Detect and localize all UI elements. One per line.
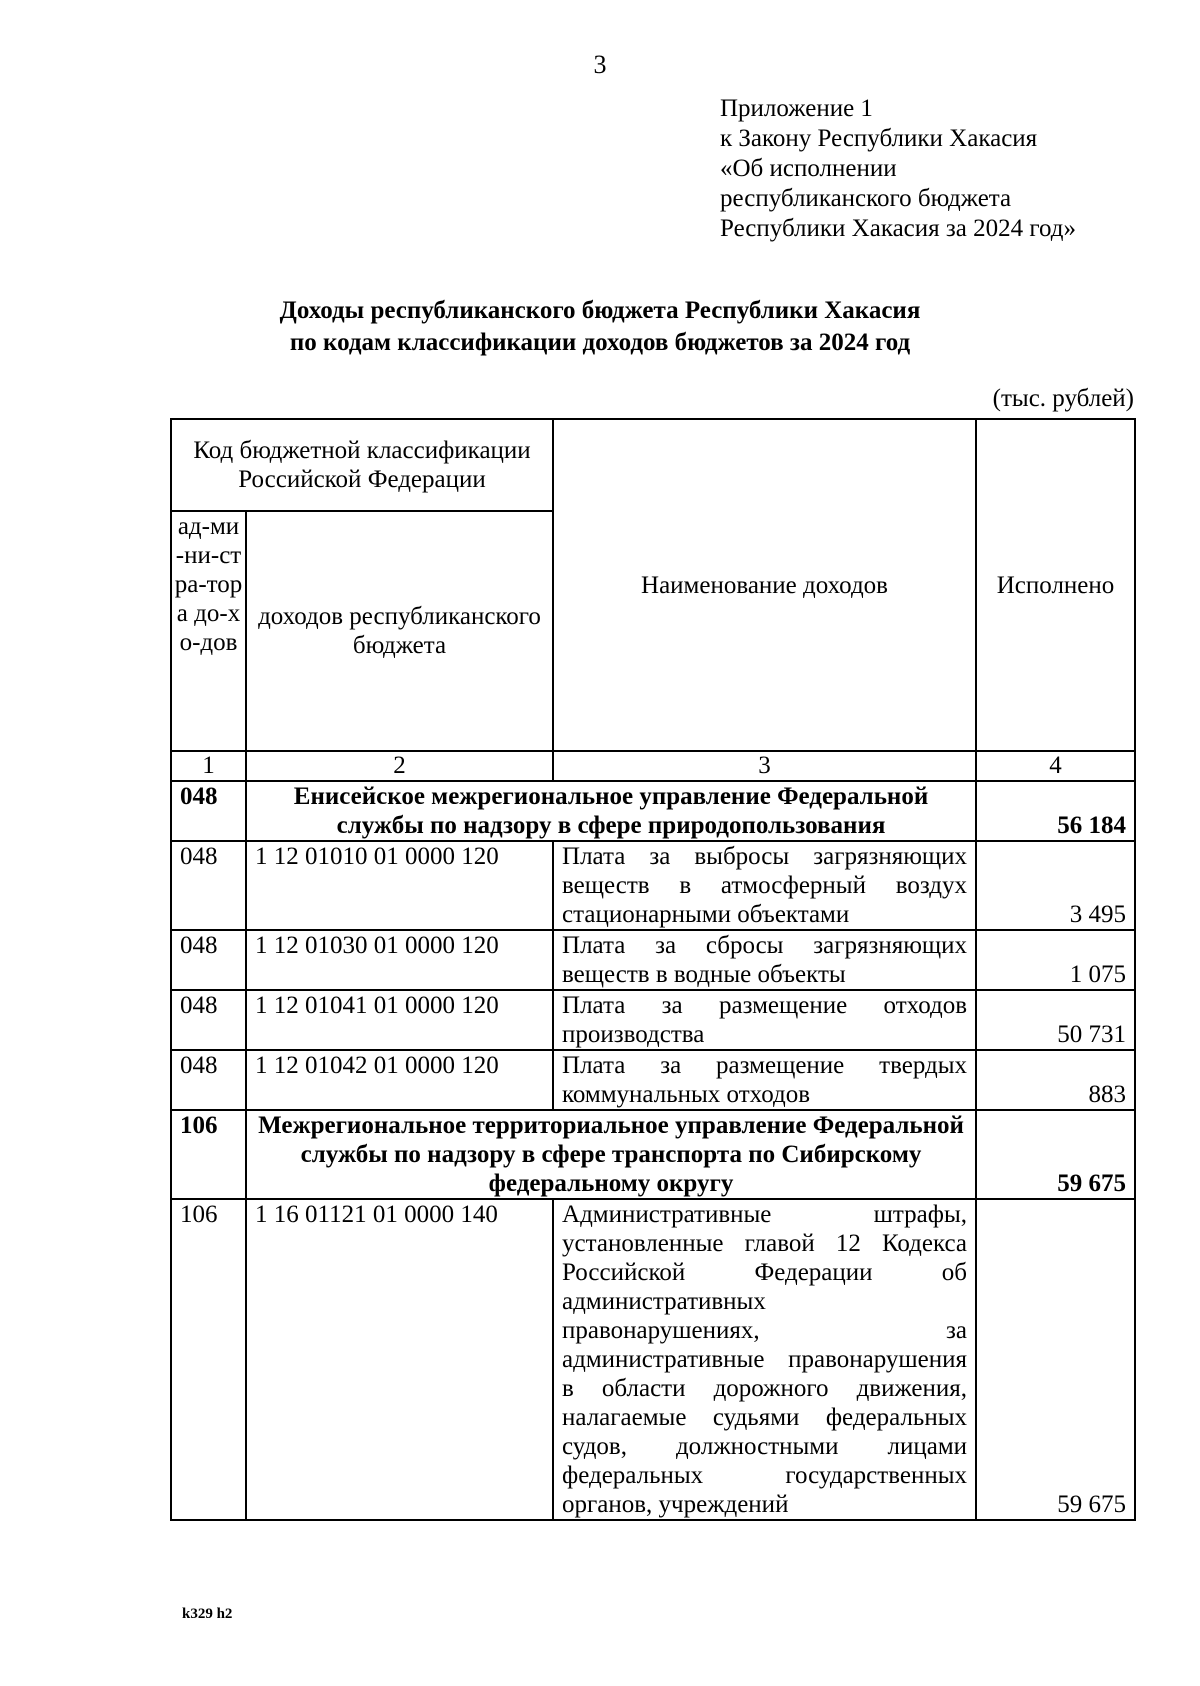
group-row — [171, 1110, 1135, 1199]
row-income-code: 1 12 01041 01 0000 120 — [246, 990, 553, 1050]
column-number: 2 — [246, 751, 553, 781]
group-value: 56 184 — [976, 781, 1135, 841]
group-name: Енисейское межрегиональное управление Федеральной службы по надзору в сфере природопользования — [246, 781, 976, 841]
revenue-table — [170, 418, 1136, 1521]
appendix-line: Республики Хакасия за 2024 год» — [720, 215, 1077, 242]
appendix-block — [720, 94, 1076, 244]
header-admin-col: ад-ми-ни-стра-тора до-хо-дов — [171, 511, 246, 751]
row-value: 50 731 — [976, 990, 1135, 1050]
row-value: 3 495 — [976, 841, 1135, 930]
column-number: 3 — [553, 751, 976, 781]
row-value: 1 075 — [976, 930, 1135, 990]
page-number: 3 — [593, 50, 607, 79]
row-income-code: 1 16 01121 01 0000 140 — [246, 1199, 553, 1520]
row-admin-code: 048 — [171, 930, 246, 990]
row-value: 883 — [976, 1050, 1135, 1110]
row-income-code: 1 12 01030 01 0000 120 — [246, 930, 553, 990]
row-value: 59 675 — [976, 1199, 1135, 1520]
row-admin-code: 048 — [171, 1050, 246, 1110]
header-value-col: Исполнено — [976, 419, 1135, 751]
appendix-line: к Закону Республики Хакасия — [720, 125, 1038, 152]
units-label: (тыс. рублей) — [992, 385, 1134, 412]
title-line-2: по кодам классификации доходов бюджетов за 2024 год — [289, 329, 911, 356]
row-admin-code: 106 — [171, 1199, 246, 1520]
title-line-1: Доходы республиканского бюджета Республики Хакасия — [279, 297, 921, 324]
table-row — [171, 930, 1135, 990]
header-code-group: Код бюджетной классификации Российской Федерации — [171, 419, 553, 511]
group-value: 59 675 — [976, 1110, 1135, 1199]
header-name-col: Наименование доходов — [553, 419, 976, 751]
row-description: Плата за выбросы загрязняющих веществ в атмосферный воздух стационарными объектами — [553, 841, 976, 930]
group-row — [171, 781, 1135, 841]
table-row — [171, 1050, 1135, 1110]
column-number: 4 — [976, 751, 1135, 781]
column-number: 1 — [171, 751, 246, 781]
row-admin-code: 048 — [171, 841, 246, 930]
group-name: Межрегиональное территориальное управление Федеральной службы по надзору в сфере транспорта по Сибирскому федеральному округу — [246, 1110, 976, 1199]
row-admin-code: 048 — [171, 990, 246, 1050]
header-row — [171, 419, 1135, 511]
appendix-line: республиканского бюджета — [720, 185, 1012, 212]
column-numbers-row — [171, 751, 1135, 781]
table-row — [171, 1199, 1135, 1520]
row-description: Плата за размещение отходов производства — [553, 990, 976, 1050]
group-admin-code: 106 — [171, 1110, 246, 1199]
table-row — [171, 841, 1135, 930]
appendix-line: Приложение 1 — [720, 95, 873, 122]
row-income-code: 1 12 01010 01 0000 120 — [246, 841, 553, 930]
row-description: Плата за сбросы загрязняющих веществ в водные объекты — [553, 930, 976, 990]
row-income-code: 1 12 01042 01 0000 120 — [246, 1050, 553, 1110]
header-income-col: доходов республиканского бюджета — [246, 511, 553, 751]
document-title — [0, 295, 1200, 359]
row-description: Административные штрафы, установленные главой 12 Кодекса Российской Федерации об административных правонарушениях, за административные правонарушения в области дорожного движения, налагаемые судьями федеральных судов, должностными лицами федеральных государственных органов, учреждений — [553, 1199, 976, 1520]
table-row — [171, 990, 1135, 1050]
appendix-line: «Об исполнении — [720, 155, 897, 182]
group-admin-code: 048 — [171, 781, 246, 841]
row-description: Плата за размещение твердых коммунальных отходов — [553, 1050, 976, 1110]
footer-code: k329 h2 — [182, 1606, 233, 1622]
